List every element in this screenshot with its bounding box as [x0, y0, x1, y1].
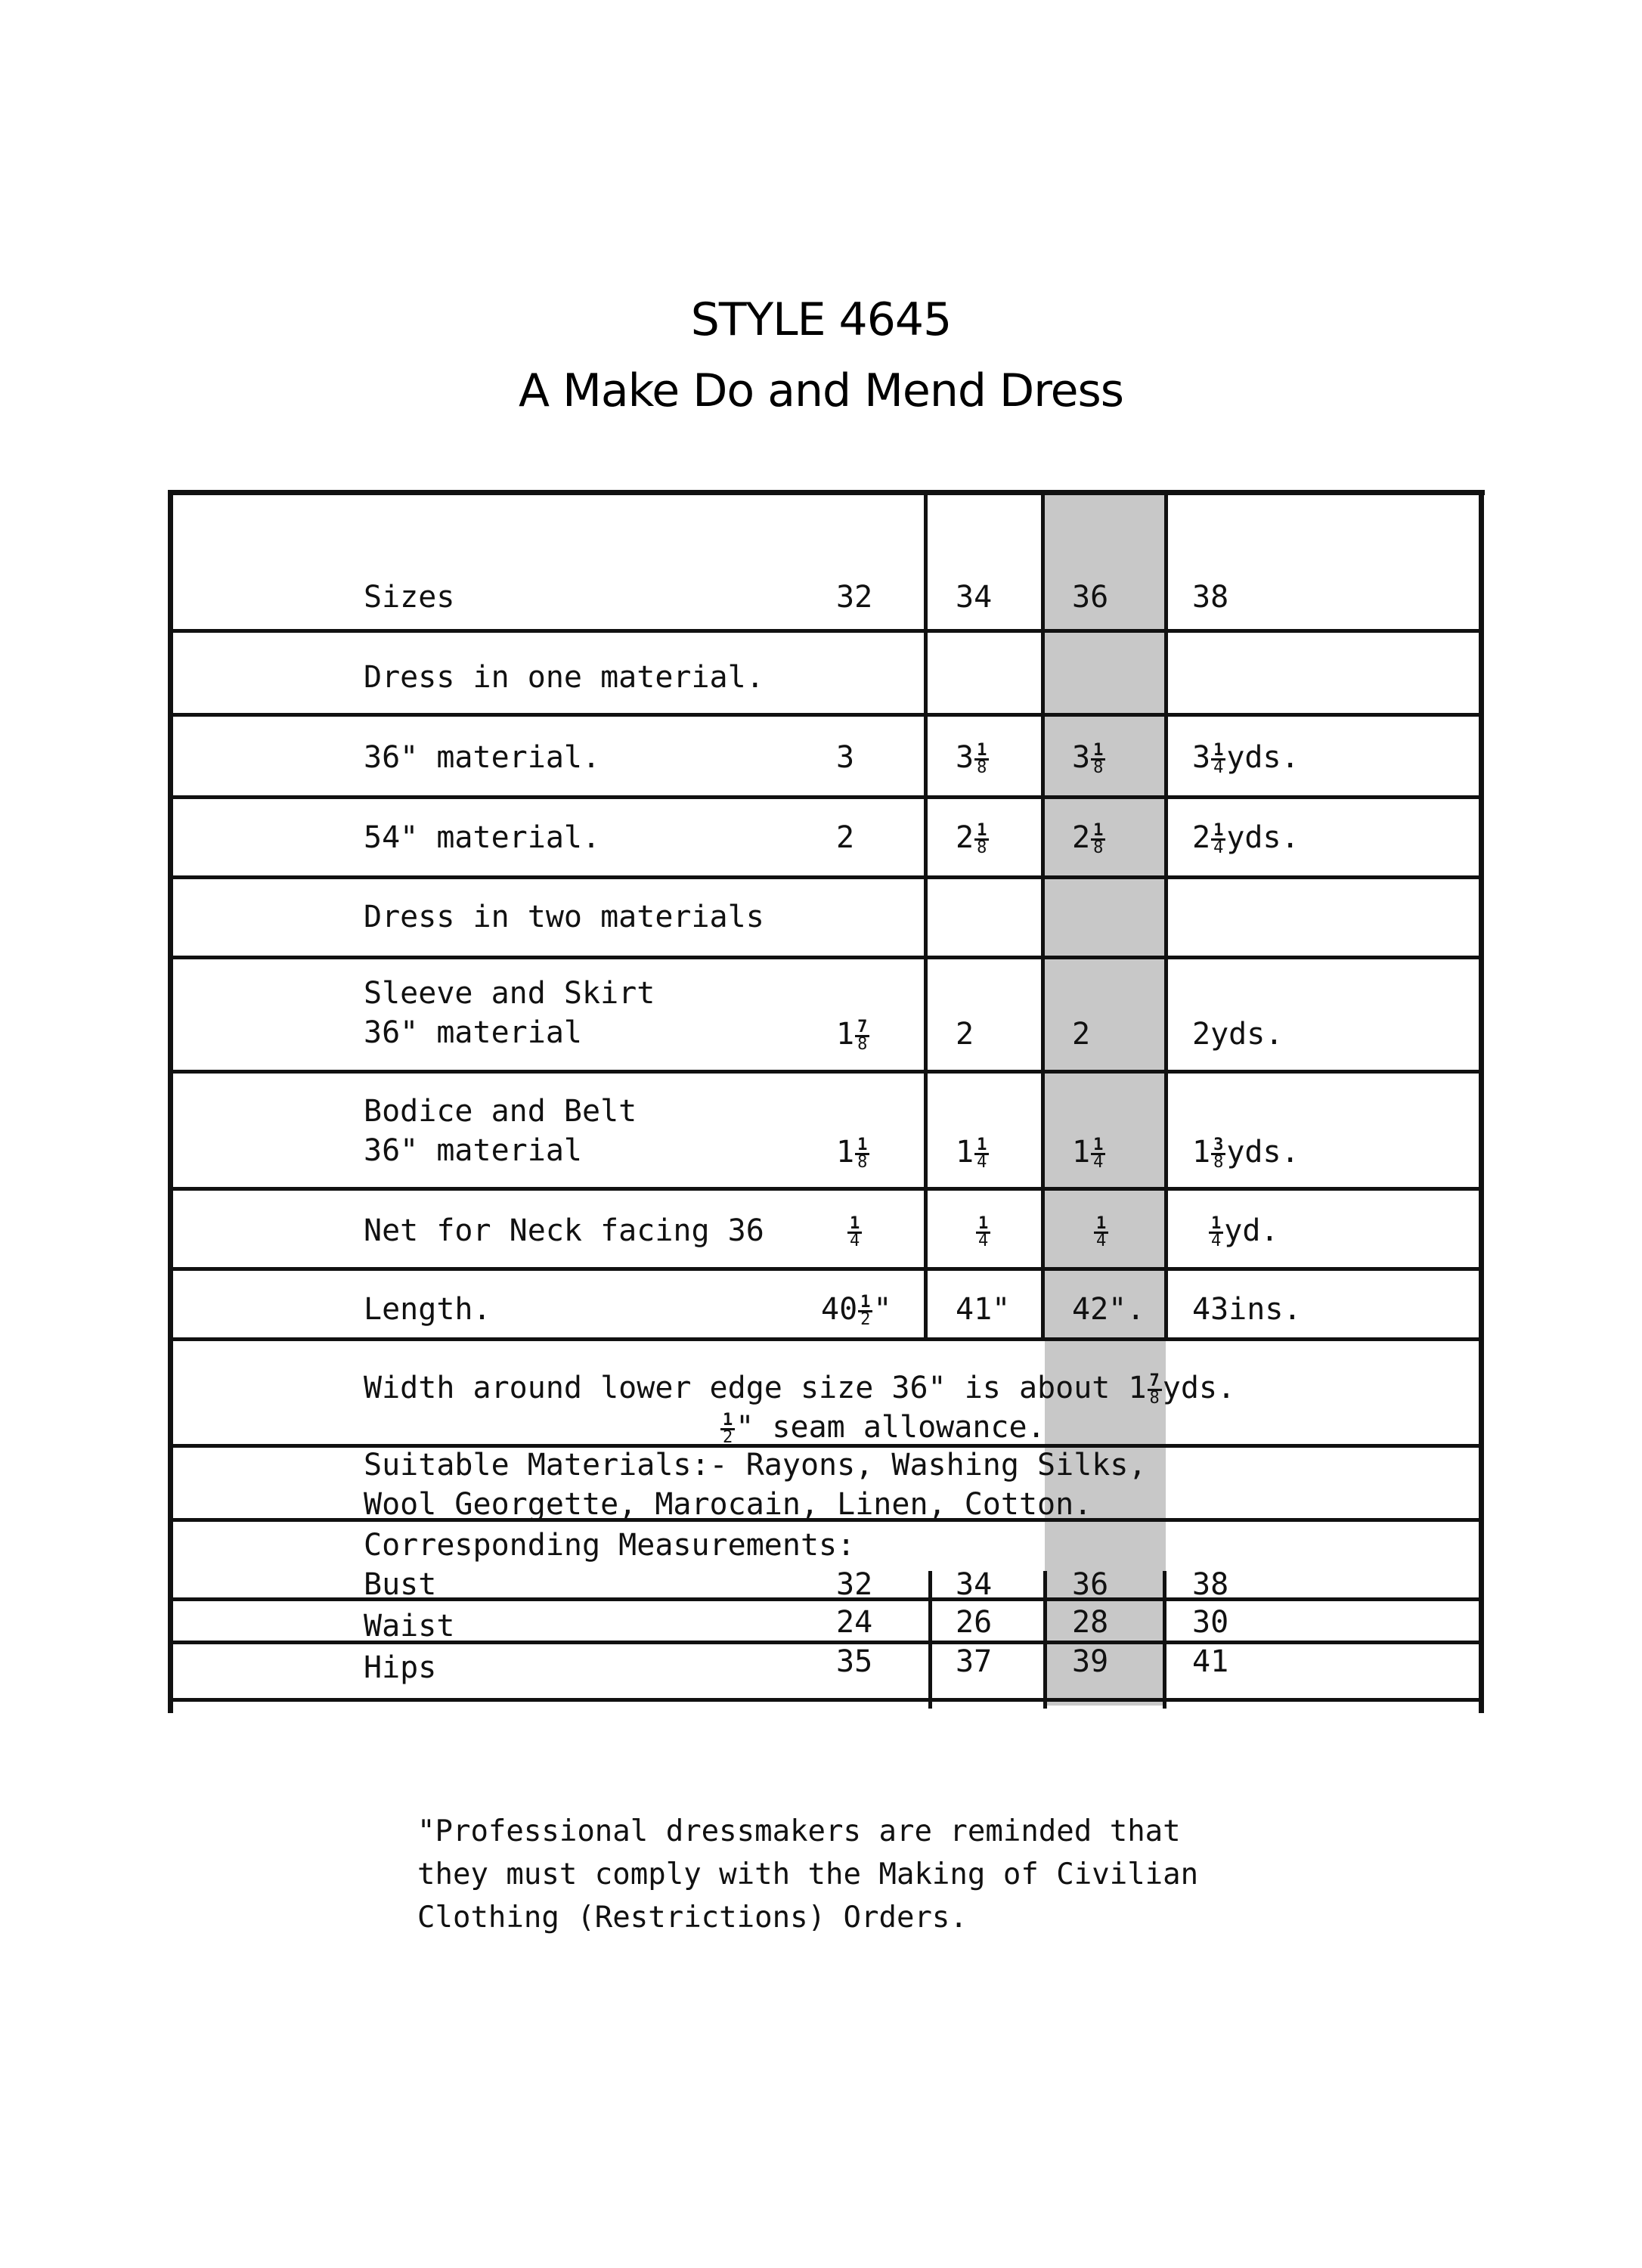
text: yds. — [1162, 1371, 1236, 1405]
whole: 1 — [956, 1135, 974, 1170]
num: 7 — [1149, 1371, 1160, 1390]
row-divider — [171, 1187, 1482, 1191]
quantity-value — [956, 818, 990, 857]
row-label: Bust — [364, 1567, 437, 1602]
den: 4 — [1211, 758, 1225, 776]
page-subtitle: A Make Do and Mend Dress — [518, 364, 1124, 417]
fraction — [974, 1135, 989, 1172]
row-divider — [171, 875, 1482, 879]
row-divider — [171, 1698, 1482, 1702]
footer-note: "Professional dressmakers are reminded that they must comply with the Making of Civilian Clothing (Restrictions) Orders. — [417, 1814, 1199, 1935]
col-divider-1 — [924, 493, 928, 1341]
den: 2 — [720, 1428, 735, 1445]
fraction — [1091, 740, 1105, 777]
unit: yds. — [1226, 820, 1300, 855]
fraction — [720, 1410, 735, 1447]
quantity-value — [956, 1132, 990, 1172]
num: 1 — [1213, 820, 1224, 840]
measurement-value: 24 — [836, 1605, 873, 1640]
measurement-value: 39 — [1072, 1644, 1109, 1679]
row-label: Dress in two materials — [364, 900, 764, 934]
den: 8 — [855, 1035, 869, 1052]
unit: yds. — [1226, 740, 1300, 775]
row-divider — [171, 795, 1482, 799]
quantity-value — [836, 1015, 870, 1054]
unit: " — [873, 1292, 892, 1327]
row-divider — [171, 1267, 1482, 1271]
quantity-value — [1208, 1211, 1279, 1250]
num: 7 — [857, 1017, 868, 1036]
num: 1 — [860, 1292, 871, 1312]
num: 1 — [857, 1135, 868, 1154]
unit: yd. — [1224, 1213, 1279, 1248]
row-label: Bodice and Belt 36" material — [364, 1094, 637, 1168]
whole: 1 — [1192, 1135, 1211, 1170]
quantity-value: 2 — [836, 820, 855, 855]
measurement-value: 35 — [836, 1644, 873, 1679]
den: 4 — [847, 1232, 862, 1249]
fraction — [1209, 1213, 1223, 1250]
fraction — [976, 1213, 990, 1250]
row-divider — [171, 629, 1482, 633]
quantity-value — [836, 1132, 870, 1172]
row-label: Hips — [364, 1650, 437, 1685]
quantity-value — [956, 738, 990, 777]
quantity-value — [975, 1211, 991, 1250]
quantity-value: 41" — [956, 1292, 1011, 1327]
den: 2 — [858, 1310, 872, 1328]
width-line-1 — [364, 1368, 1235, 1408]
col-divider-1b — [928, 1571, 932, 1709]
quantity-value — [1192, 1132, 1300, 1172]
whole: 3 — [1192, 740, 1211, 775]
den: 4 — [1094, 1232, 1108, 1249]
row-divider — [171, 713, 1482, 717]
fraction — [974, 740, 989, 777]
size-value: 32 — [836, 580, 873, 615]
fraction — [1148, 1371, 1162, 1408]
den: 4 — [1209, 1232, 1223, 1249]
measurement-value: 30 — [1192, 1605, 1229, 1640]
num: 1 — [723, 1410, 733, 1430]
text: Width around lower edge size 36" is about 1 — [364, 1371, 1147, 1405]
fraction — [1091, 820, 1105, 857]
measurement-value: 26 — [956, 1605, 993, 1640]
quantity-value — [1192, 738, 1300, 777]
quantity-value: 2 — [956, 1017, 974, 1052]
quantity-value — [847, 1211, 863, 1250]
den: 4 — [976, 1232, 990, 1249]
measurement-value: 41 — [1192, 1644, 1229, 1679]
measurements-heading: Corresponding Measurements: — [364, 1528, 856, 1563]
fraction — [974, 820, 989, 857]
fraction — [858, 1292, 872, 1329]
num: 1 — [1093, 1135, 1104, 1154]
quantity-value: 3 — [836, 740, 855, 775]
table-border-right — [1479, 490, 1484, 1713]
quantity-value: 43ins. — [1192, 1292, 1302, 1327]
width-line-2 — [720, 1408, 1046, 1447]
whole: 3 — [1072, 740, 1091, 775]
suitable-materials: Suitable Materials:- Rayons, Washing Silks, Wool Georgette, Marocain, Linen, Cotton. — [364, 1448, 1147, 1522]
num: 1 — [977, 740, 987, 760]
col-divider-2 — [1041, 493, 1045, 1341]
whole: 1 — [836, 1135, 855, 1170]
den: 4 — [974, 1153, 989, 1170]
table-border-top — [168, 490, 1485, 495]
num: 1 — [1093, 820, 1104, 840]
row-label: Sleeve and Skirt 36" material — [364, 976, 655, 1050]
fraction — [1211, 740, 1225, 777]
fraction — [1211, 820, 1225, 857]
whole: 3 — [956, 740, 974, 775]
quantity-value: 42". — [1072, 1292, 1145, 1327]
num: 1 — [1211, 1213, 1222, 1233]
fraction — [855, 1017, 869, 1054]
den: 8 — [855, 1153, 869, 1170]
row-label: Waist — [364, 1609, 455, 1644]
num: 1 — [1093, 740, 1104, 760]
table-border-left — [168, 490, 173, 1713]
num: 1 — [850, 1213, 860, 1233]
den: 8 — [1211, 1153, 1225, 1170]
num: 1 — [977, 1135, 987, 1154]
text: " seam allowance. — [736, 1410, 1046, 1445]
num: 1 — [1213, 740, 1224, 760]
den: 4 — [1211, 838, 1225, 856]
size-value: 38 — [1192, 580, 1229, 615]
whole: 2 — [1192, 820, 1211, 855]
num: 1 — [978, 1213, 989, 1233]
quantity-value — [1072, 738, 1106, 777]
measurement-value: 36 — [1072, 1567, 1109, 1602]
quantity-value — [821, 1290, 892, 1329]
quantity-value — [1093, 1211, 1109, 1250]
quantity-value — [1072, 1132, 1106, 1172]
measurement-value: 38 — [1192, 1567, 1229, 1602]
fraction — [1091, 1135, 1105, 1172]
fraction — [855, 1135, 869, 1172]
row-label: Dress in one material. — [364, 660, 764, 695]
quantity-value: 2 — [1072, 1017, 1091, 1052]
row-divider — [171, 956, 1482, 959]
den: 8 — [1091, 758, 1105, 776]
num: 1 — [1096, 1213, 1107, 1233]
row-label: 36" material. — [364, 740, 601, 775]
row-divider — [171, 1070, 1482, 1074]
measurement-value: 32 — [836, 1567, 873, 1602]
den: 8 — [1091, 838, 1105, 856]
row-label: 54" material. — [364, 820, 601, 855]
row-label: Net for Neck facing 36 — [364, 1213, 764, 1248]
den: 4 — [1091, 1153, 1105, 1170]
num: 1 — [977, 820, 987, 840]
quantity-value: 2yds. — [1192, 1017, 1284, 1052]
quantity-value — [1192, 818, 1300, 857]
whole: 40 — [821, 1292, 858, 1327]
whole: 1 — [836, 1017, 855, 1052]
unit: yds. — [1226, 1135, 1300, 1170]
measurement-value: 34 — [956, 1567, 993, 1602]
den: 8 — [974, 838, 989, 856]
den: 8 — [1148, 1389, 1162, 1406]
row-label: Sizes — [364, 580, 455, 615]
whole: 1 — [1072, 1135, 1091, 1170]
measurement-value: 28 — [1072, 1605, 1109, 1640]
size-value: 34 — [956, 580, 993, 615]
row-divider — [171, 1337, 1482, 1341]
size-value: 36 — [1072, 580, 1109, 615]
whole: 2 — [1072, 820, 1091, 855]
col-divider-3b — [1163, 1571, 1166, 1709]
fraction — [1094, 1213, 1108, 1250]
col-divider-2b — [1043, 1571, 1047, 1709]
row-label: Length. — [364, 1292, 491, 1327]
den: 8 — [974, 758, 989, 776]
measurement-value: 37 — [956, 1644, 993, 1679]
fraction — [847, 1213, 862, 1250]
fraction — [1211, 1135, 1225, 1172]
num: 3 — [1213, 1135, 1224, 1154]
col-divider-3 — [1164, 493, 1168, 1341]
page-title: STYLE 4645 — [690, 293, 952, 346]
whole: 2 — [956, 820, 974, 855]
quantity-value — [1072, 818, 1106, 857]
